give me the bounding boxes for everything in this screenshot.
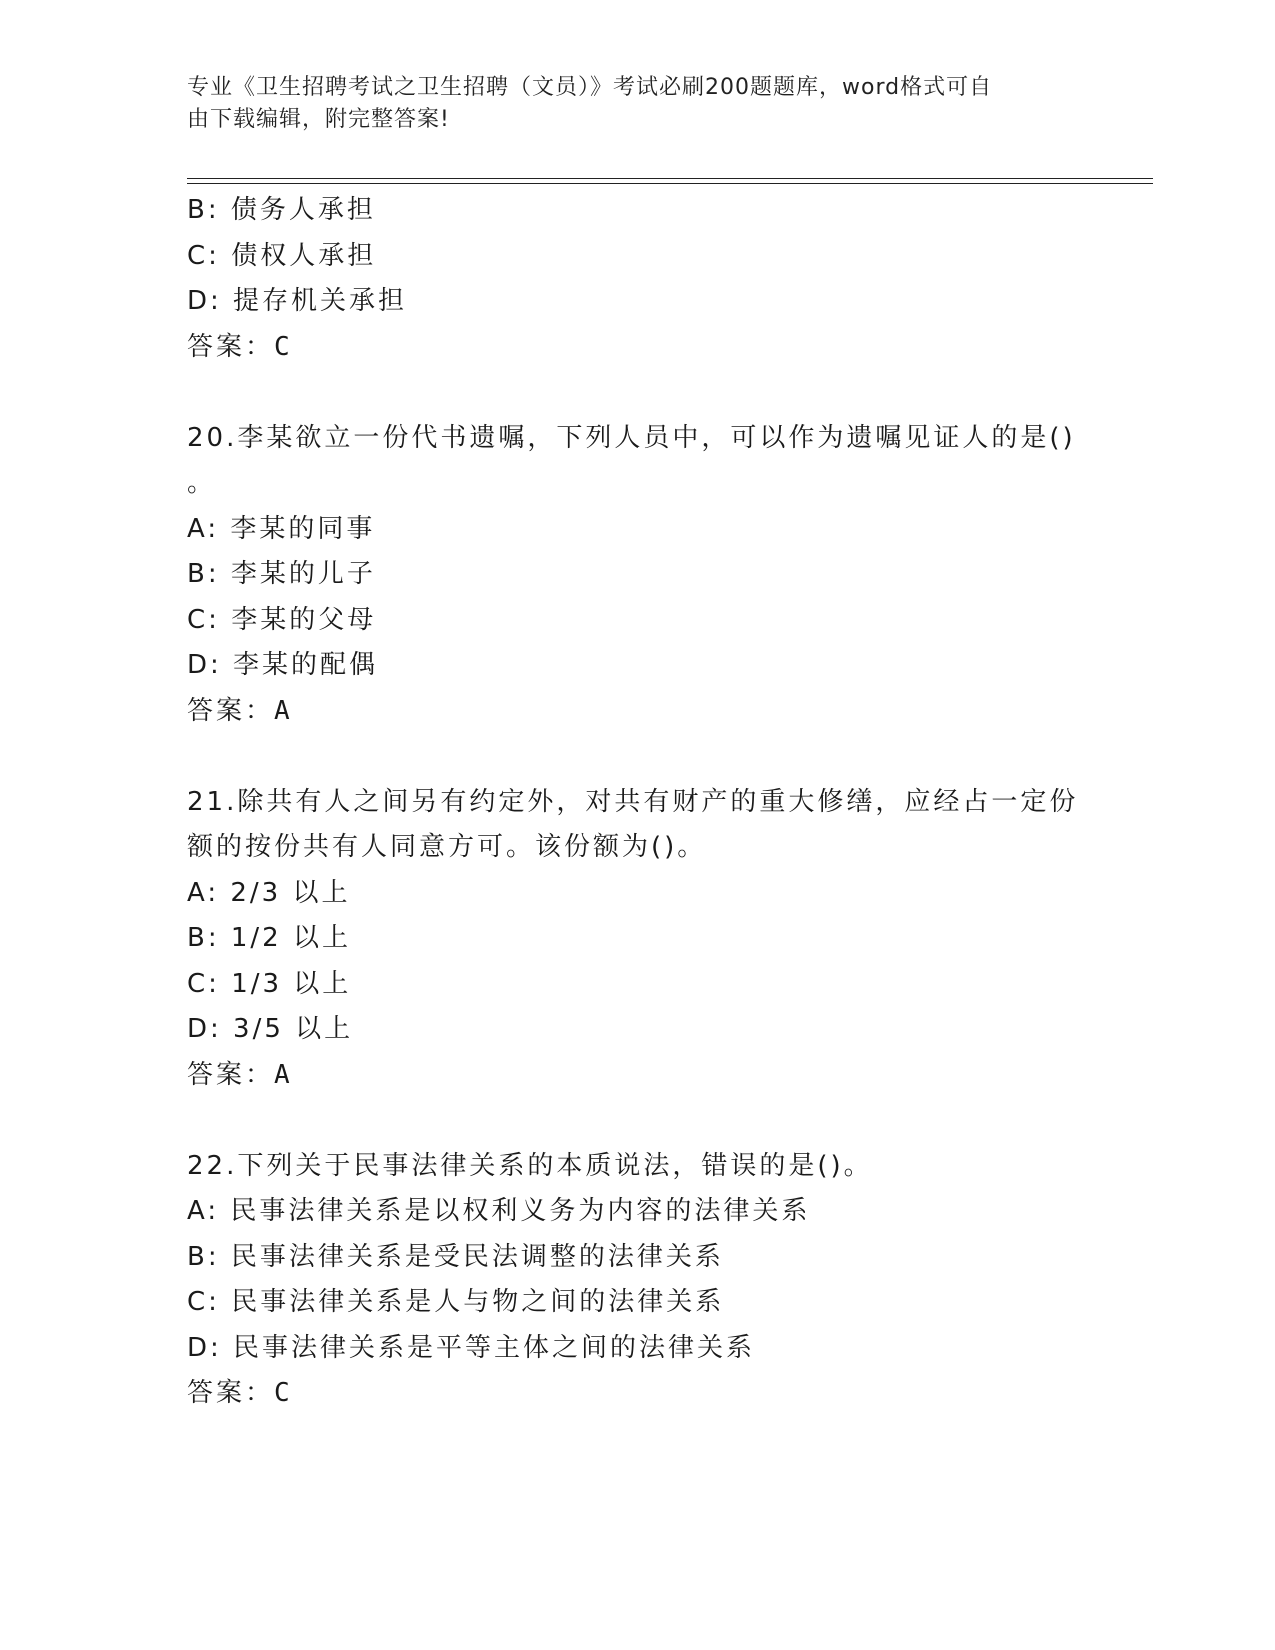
option-text: 3/5 以上 — [233, 1014, 354, 1044]
option-c — [187, 234, 1087, 280]
option-b — [187, 916, 1087, 962]
question-stem-line-1: 20.李某欲立一份代书遗嘱，下列人员中，可以作为遗嘱见证人的是() — [187, 422, 1076, 453]
question-stem-line-2: 。 — [187, 468, 217, 498]
question-22 — [187, 1144, 1087, 1417]
option-d — [187, 279, 1087, 325]
option-text: 民事法律关系是受民法调整的法律关系 — [230, 1241, 724, 1272]
option-c — [187, 598, 1087, 644]
option-c — [187, 1280, 1087, 1326]
header-line-1: 专业《卫生招聘考试之卫生招聘（文员）》考试必刷200题题库，word格式可自 — [187, 75, 993, 100]
question-stem-line-1: 21.除共有人之间另有约定外，对共有财产的重大修缮，应经占一定份 — [187, 786, 1079, 817]
option-letter: D: — [187, 286, 222, 316]
question-stem-line-2: 额的按份共有人同意方可。该份额为()。 — [187, 832, 707, 862]
spacer — [187, 370, 1087, 416]
option-text: 1/3 以上 — [231, 968, 352, 999]
option-letter: A: — [187, 513, 220, 544]
option-d — [187, 643, 1087, 689]
answer-label: 答案： — [187, 695, 275, 726]
option-letter: B: — [187, 195, 220, 225]
option-b — [187, 552, 1087, 598]
option-letter: A: — [187, 1196, 220, 1226]
option-b — [187, 1235, 1087, 1281]
option-letter: B: — [187, 1241, 220, 1272]
spacer — [187, 734, 1087, 780]
header-divider-bottom — [187, 183, 1153, 184]
option-letter: A: — [187, 877, 220, 908]
option-letter: C: — [187, 240, 220, 271]
option-c — [187, 962, 1087, 1008]
option-text: 民事法律关系是以权利义务为内容的法律关系 — [230, 1196, 811, 1226]
option-letter: B: — [187, 923, 220, 953]
question-list — [187, 188, 1087, 1417]
option-text: 李某的同事 — [230, 513, 376, 544]
answer-line — [187, 1053, 1087, 1099]
option-text: 2/3 以上 — [230, 877, 351, 908]
option-text: 1/2 以上 — [230, 923, 351, 953]
header-divider-top — [187, 178, 1153, 179]
option-letter: D: — [187, 650, 222, 680]
header-line-2: 由下载编辑，附完整答案! — [187, 107, 450, 132]
option-text: 提存机关承担 — [233, 286, 408, 316]
option-text: 民事法律关系是平等主体之间的法律关系 — [233, 1332, 756, 1363]
option-letter: C: — [187, 968, 220, 999]
answer-value: A — [274, 695, 293, 726]
answer-value: A — [274, 1059, 293, 1090]
answer-line — [187, 689, 1087, 735]
answer-value: C — [274, 1378, 293, 1408]
question-stem-line-1: 22.下列关于民事法律关系的本质说法，错误的是()。 — [187, 1150, 873, 1181]
option-letter: B: — [187, 559, 220, 589]
option-b — [187, 188, 1087, 234]
option-text: 债务人承担 — [230, 195, 376, 225]
question-21 — [187, 780, 1087, 1099]
answer-value: C — [274, 331, 293, 362]
option-letter: D: — [187, 1332, 222, 1363]
answer-label: 答案： — [187, 331, 275, 362]
answer-line — [187, 1371, 1087, 1417]
option-d — [187, 1007, 1087, 1053]
option-text: 民事法律关系是人与物之间的法律关系 — [231, 1287, 725, 1317]
option-letter: C: — [187, 1287, 220, 1317]
option-a — [187, 871, 1087, 917]
option-letter: D: — [187, 1014, 222, 1044]
answer-line — [187, 325, 1087, 371]
document-header — [187, 72, 1067, 136]
option-text: 李某的儿子 — [230, 559, 376, 589]
option-letter: C: — [187, 604, 220, 635]
option-text: 债权人承担 — [231, 240, 377, 271]
answer-label: 答案： — [187, 1378, 275, 1408]
option-text: 李某的父母 — [231, 604, 377, 635]
option-d — [187, 1326, 1087, 1372]
option-a — [187, 1189, 1087, 1235]
question-19-continued — [187, 188, 1087, 370]
question-20 — [187, 416, 1087, 735]
spacer — [187, 1098, 1087, 1144]
answer-label: 答案： — [187, 1059, 275, 1090]
option-text: 李某的配偶 — [233, 650, 379, 680]
option-a — [187, 507, 1087, 553]
